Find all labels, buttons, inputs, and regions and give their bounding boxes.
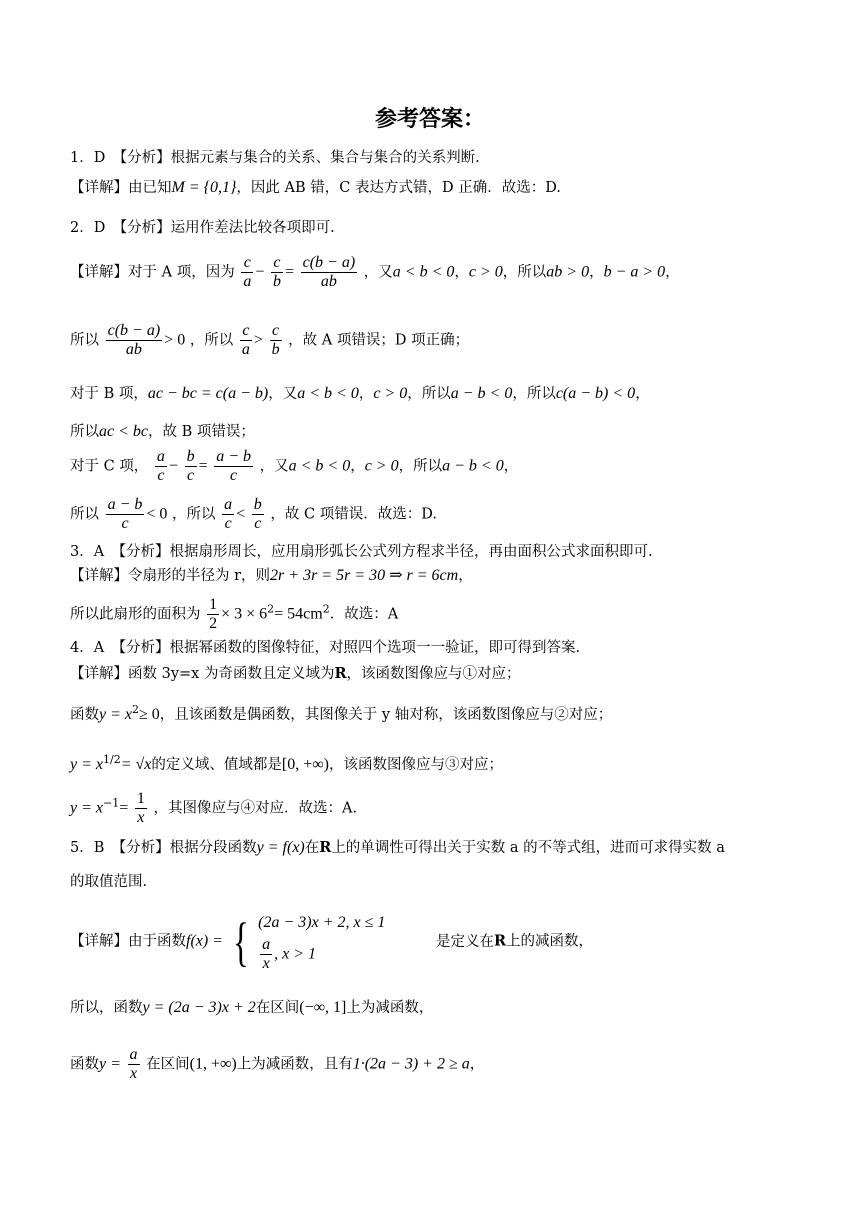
q5-head: 5．B 【分析】根据分段函数y = f(x)在R上的单调性可得出关于实数 a 的不等式组，进而可求得实数 a — [70, 839, 725, 856]
q2-line6: 所以 $\frac{a - b}{c}$ < 0 ，所以 $\frac{a}{c}$ < $\frac{b}{c}$ ，故 C 项错误．故选：D. — [70, 496, 437, 532]
q2-head: 2．D 【分析】运用作差法比较各项即可. — [70, 220, 335, 236]
q4-line4: $y = x^{-1}=$ $\frac{1}{x}$ ，其图像应与④对应．故选：A. — [70, 790, 358, 826]
q4-line2: 函数$y = x^2\ge 0$，且该函数是偶函数，其图像关于 y 轴对称，该函数图像应与②对应； — [70, 703, 613, 723]
q4-line3: $y = x^{1/2}= √x$的定义域、值域都是[0, +∞)，该函数图像应与③对应； — [70, 753, 503, 773]
q2-line4: 所以ac < bc，故 B 项错误； — [70, 423, 255, 440]
page-title: 参考答案： — [374, 107, 485, 132]
q2-line2: 所以 $\frac{c(b - a)}{ab}$ > 0 ，所以 $\frac{c}{a}$ > $\frac{c}{b}$ ，故 A 项错误；D 项正确； — [70, 322, 470, 358]
q3-line2: 所以此扇形的面积为 $\frac{1}{2}$ × $3 \times 6^2= 54cm^2$．故选：A — [70, 596, 399, 632]
q2-line3: 对于 B 项，ac − bc = c(a − b)，又a < b < 0，c > 0，所以a − b < 0，所以c(a − b) < 0， — [70, 385, 650, 402]
q5-line3: 函数y = $\frac{a}{x}$ 在区间(1, +∞)上为减函数，且有1·(2a − 3) + 2 ≥ a， — [70, 1046, 485, 1082]
q2-line1: 【详解】对于 A 项，因为 $\frac{c}{a}$ − $\frac{c}{b}$ = $\frac{c(b - a)}{ab}$ ，又a < b < 0，c > 0，所以ab > 0，b − a > 0， — [70, 254, 680, 290]
q1-detail: 【详解】由已知M = {0,1}，因此 AB 错，C 表达方式错，D 正确．故选：D. — [70, 179, 561, 196]
q1-head: 1．D 【分析】根据元素与集合的关系、集合与集合的关系判断. — [70, 150, 480, 166]
q4-head: 4．A 【分析】根据幂函数的图像特征，对照四个选项一一验证，即可得到答案. — [70, 640, 581, 656]
q3-line1: 【详解】令扇形的半径为 r，则2r + 3r = 5r = 30 ⇒ r = 6cm， — [70, 567, 473, 584]
q5-line2: 所以，函数y = (2a − 3)x + 2在区间(−∞, 1]上为减函数， — [70, 999, 434, 1016]
q5-head-cont: 的取值范围. — [70, 874, 148, 890]
q3-head: 3．A 【分析】根据扇形周长，应用扇形弧长公式列方程求半径，再由面积公式求面积即可. — [70, 544, 653, 560]
q2-line5: 对于 C 项， $\frac{a}{c}$ − $\frac{b}{c}$ = $\frac{a - b}{c}$ ，又a < b < 0，c > 0，所以a − b < 0， — [70, 448, 519, 484]
q5-line1: 【详解】由于函数f(x) = { (2a − 3)x + 2, x ≤ 1 $\frac{a}{x}$ , x > 1 是定义在R上的减函数， — [70, 911, 594, 972]
q4-line1: 【详解】函数 3y=x 为奇函数且定义域为R，该函数图像应与①对应； — [70, 665, 521, 682]
